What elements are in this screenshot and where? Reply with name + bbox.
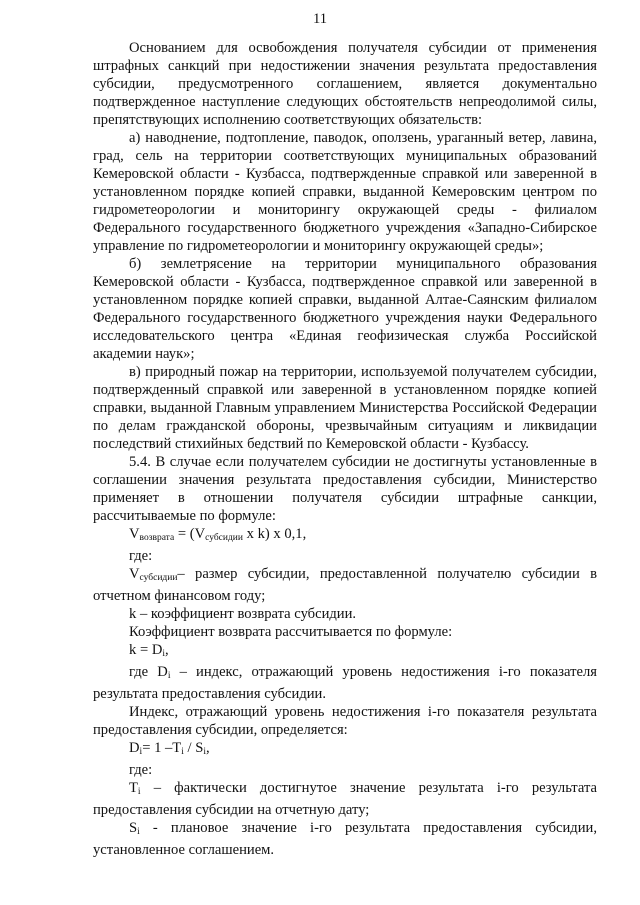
formula-d-subscript-1: i — [139, 747, 143, 757]
formula-d-tail: , — [206, 740, 210, 756]
paragraph-k-intro: Коэффициент возврата рассчитывается по формуле: — [129, 624, 453, 640]
document-body — [93, 39, 597, 859]
formula-v-equals: = (V — [177, 526, 206, 542]
where-label-2: где: — [129, 762, 153, 778]
formula-k — [93, 641, 597, 663]
formula-d-head: D — [129, 740, 140, 756]
formula-v-tail: x k) x 0,1, — [246, 526, 307, 542]
formula-d-mid2: / S — [187, 740, 204, 756]
page-number: 11 — [312, 11, 328, 27]
paragraph-item-b: б) землетрясение на территории муниципального образования Кемеровской области - Кузбасса, подтвержденное справкой или заверенной в установленном порядке копией справки, выданной Алтае-Саянским филиалом Федерального государственного бюджетного учреждения науки Федерального исследовательского центра «Единая геофизическая служба Российской академии наук»; — [93, 256, 597, 362]
di-prefix: где D — [129, 664, 168, 680]
paragraph-di-definition — [93, 663, 597, 703]
vsub-subscript: субсидии — [139, 573, 178, 583]
formula-d-subscript-2: i — [181, 747, 184, 757]
formula-d-subscript-3: i — [203, 747, 206, 757]
si-definition-text: - плановое значение i-го результата предоставления субсидии, установленное соглашением. — [93, 820, 597, 858]
paragraph-index-intro: Индекс, отражающий уровень недостижения i-го показателя результата предоставления субсидии, определяется: — [93, 704, 597, 738]
paragraph-grounds: Основанием для освобождения получателя субсидии от применения штрафных санкций при недостижении значения результата предоставления субсидии, предусмотренного соглашением, является документально подтвержденное наступление следующих обстоятельств непреодолимой силы, препятствующих исполнению соответствующих обязательств: — [93, 40, 597, 128]
paragraph-k-definition: k – коэффициент возврата субсидии. — [129, 606, 357, 622]
formula-v-return — [93, 525, 597, 547]
formula-v-letter: V — [129, 526, 140, 542]
formula-d-mid: = 1 –T — [142, 740, 182, 756]
formula-k-subscript: i — [162, 649, 166, 659]
paragraph-5-4: 5.4. В случае если получателем субсидии не достигнуты установленные в соглашении значения результата предоставления субсидии, Министерство применяет в отношении получателя субсидии штрафные санкции, рассчитываемые по формуле: — [93, 454, 597, 524]
formula-v-subscript: возврата — [139, 533, 175, 543]
di-subscript: i — [167, 671, 171, 681]
ti-definition-text: – фактически достигнутое значение результата i-го результата предоставления субсидии на отчетную дату; — [93, 780, 597, 818]
si-subscript: i — [137, 827, 140, 837]
paragraph-item-v: в) природный пожар на территории, используемой получателем субсидии, подтвержденный справкой или заверенной в установленном порядке копией справки, выданной Главным управлением Министерства Российской Федерации по делам гражданской обороны, чрезвычайным ситуациям и ликвидации последствий стихийных бедствий по Кемеровской области - Кузбассу. — [93, 364, 597, 452]
formula-k-tail: , — [165, 642, 169, 658]
ti-letter: T — [129, 780, 138, 796]
vsub-definition-text: – размер субсидии, предоставленной получателю субсидии в отчетном финансовом году; — [93, 566, 597, 604]
paragraph-vsub-definition — [93, 565, 597, 605]
paragraph-ti-definition — [93, 779, 597, 819]
si-letter: S — [129, 820, 138, 836]
ti-subscript: i — [137, 787, 141, 797]
where-label-1: где: — [129, 548, 153, 564]
vsub-letter: V — [129, 566, 140, 582]
formula-k-head: k = D — [129, 642, 163, 658]
paragraph-si-definition — [93, 819, 597, 859]
paragraph-item-a: а) наводнение, подтопление, паводок, оползень, ураганный ветер, лавина, град, сель на территории соответствующих муниципальных образований Кемеровской области - Кузбасса, подтвержденные справкой или заверенной в установленном порядке копией справки, выданной Кемеровским центром по гидрометеорологии и мониторингу окружающей среды - филиалом Федерального государственного бюджетного учреждения «Западно-Сибирское управление по гидрометеорологии и мониторингу окружающей среды»; — [93, 130, 597, 254]
formula-d — [93, 739, 597, 761]
formula-v-subsidy-subscript: субсидии — [205, 533, 243, 543]
di-definition-text: – индекс, отражающий уровень недостижения i-го показателя результата предоставления субсидии. — [93, 664, 597, 702]
